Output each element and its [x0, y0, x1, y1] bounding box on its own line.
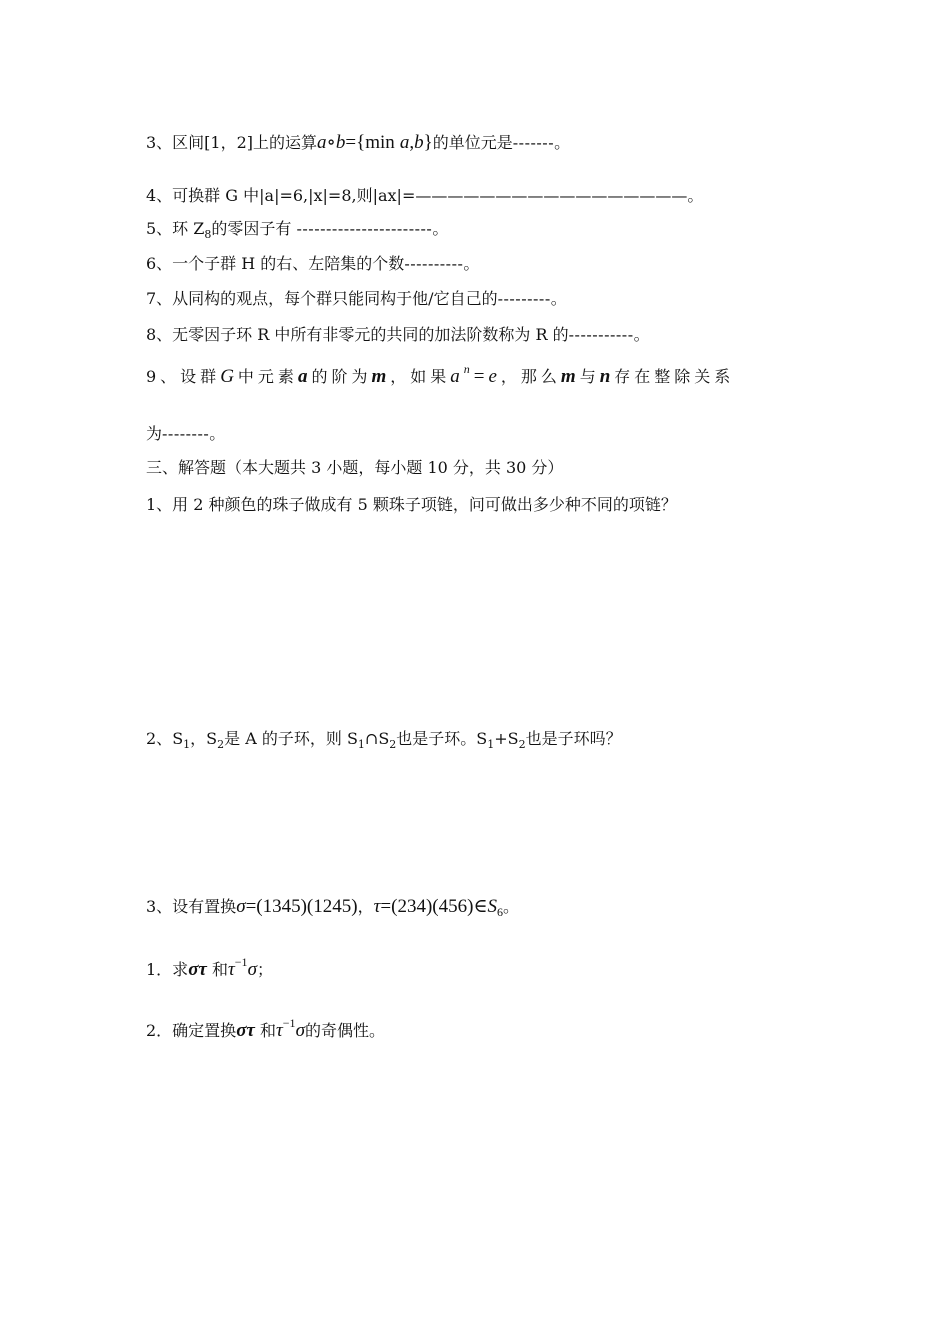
q3-math-rbrace: }	[423, 132, 433, 153]
question-9-continued	[146, 426, 225, 442]
p2-end: 也是子环吗？	[525, 729, 622, 748]
q3-math-lbrace: {	[356, 132, 366, 153]
q3-math-eq: =	[345, 132, 357, 153]
p3-eq2: =(234)(456)∈	[380, 896, 488, 917]
q6-blank: ----------	[404, 254, 464, 273]
q7-blank: ---------	[497, 289, 551, 308]
q9-part2: 中元素	[237, 367, 298, 386]
p3-prefix: 3、设有置换	[146, 897, 237, 916]
q9-part4: ，如果	[390, 367, 451, 386]
q5-sub: 8	[204, 228, 212, 241]
question-7	[146, 291, 567, 307]
sub1-sup: −1	[234, 955, 248, 969]
q3-math-min: min	[365, 132, 395, 153]
q4-blank: —————————————————	[415, 186, 688, 205]
p2-sub6: 2	[518, 738, 526, 751]
q9-blank: --------	[162, 424, 210, 443]
p3-sigma: σ	[236, 896, 246, 917]
q7-text: 7、从同构的观点，每个群只能同构于他/它自己的	[146, 289, 498, 308]
q9-m: m	[371, 366, 391, 387]
sub1-tau: τ	[227, 959, 235, 980]
p2-plus: +S	[494, 729, 519, 748]
q8-text: 8、无零因子环 R 中所有非零元的共同的加法阶数称为 R 的	[146, 325, 569, 344]
p2-cap: ∩S	[364, 729, 390, 748]
p3-S: S	[487, 896, 498, 917]
p3-eq1: =(1345)(1245)	[245, 896, 358, 917]
q4-text: 4、可换群 G 中|a|=6,|x|=8,则|ax|=	[146, 186, 416, 205]
q9-end: 。	[209, 424, 226, 443]
p2-sub5: 1	[487, 738, 495, 751]
sub2-sigma: σ	[295, 1020, 305, 1041]
p2-s: S	[172, 729, 184, 748]
q9-cont: 为	[146, 424, 163, 443]
q6-end: 。	[463, 254, 480, 273]
q8-blank: -----------	[568, 325, 634, 344]
sub2-and: 和	[254, 1021, 276, 1040]
sub1-end: ；	[256, 960, 273, 979]
p2-sub2: 2	[217, 738, 225, 751]
sub1-sigma: σ	[247, 959, 257, 980]
q9-part5: ，那么	[500, 367, 561, 386]
q6-text: 6、一个子群 H 的右、左陪集的个数	[146, 254, 405, 273]
p2-sub3: 1	[357, 738, 365, 751]
sub1-sigma-tau: στ	[188, 959, 207, 980]
q9-part6: 与	[579, 367, 600, 386]
question-9	[146, 362, 735, 387]
q9-an-sup: n	[463, 362, 474, 376]
question-8	[146, 327, 650, 343]
sub1-and: 和	[206, 960, 228, 979]
q3-suffix: 的单位元是	[432, 133, 513, 152]
q5-suffix: 的零因子有	[211, 219, 297, 238]
q9-G: G	[220, 366, 238, 387]
p2-mid3: 也是子环。S	[396, 729, 488, 748]
q8-end: 。	[633, 325, 650, 344]
q3-math-comma: ,	[409, 132, 415, 153]
q3-prefix: 3、区间[1，2]上的运算	[146, 133, 318, 152]
subquestion-2	[146, 1016, 385, 1041]
problem-3	[146, 896, 520, 919]
q3-end: 。	[554, 133, 571, 152]
q5-blank: -----------------------	[296, 219, 433, 238]
sub1-prefix: 1．求	[146, 960, 189, 979]
q9-m2: m	[560, 366, 580, 387]
question-6	[146, 256, 479, 272]
q9-an-eq: =	[473, 366, 489, 387]
q3-math-a: a	[317, 132, 327, 153]
q3-math-b2: b	[414, 132, 424, 153]
sub2-prefix: 2．确定置换	[146, 1021, 237, 1040]
p3-S-sub: 6	[497, 905, 504, 919]
q9-a: a	[297, 366, 312, 387]
section-3-title: 三、解答题（本大题共 3 小题，每小题 10 分，共 30 分）	[146, 458, 564, 477]
subquestion-1	[146, 955, 273, 980]
p2-sub4: 2	[389, 738, 397, 751]
q9-e: e	[488, 366, 501, 387]
q3-blank: -------	[512, 133, 555, 152]
p3-end: 。	[503, 897, 520, 916]
p3-sep: ，	[357, 897, 374, 916]
problem-2	[146, 729, 622, 751]
sub2-tau: τ	[275, 1020, 283, 1041]
section-3-heading	[146, 460, 563, 476]
q9-an-base: a	[450, 366, 464, 387]
sub2-sigma-tau: στ	[236, 1020, 255, 1041]
question-5	[146, 219, 449, 241]
p2-sub1: 1	[183, 738, 191, 751]
q9-part3: 的阶为	[311, 367, 372, 386]
question-3	[146, 133, 570, 152]
q9-part1: 9、设群	[146, 367, 221, 386]
question-4	[146, 188, 703, 204]
problem-1	[146, 497, 677, 513]
problem-1-text: 1、用 2 种颜色的珠子做成有 5 颗珠子项链，问可做出多少种不同的项链？	[146, 495, 677, 514]
q4-end: 。	[687, 186, 704, 205]
q3-math-a2: a	[399, 132, 410, 153]
sub2-sup: −1	[282, 1016, 296, 1030]
q9-n: n	[599, 366, 615, 387]
q9-part7: 存在整除关系	[614, 367, 735, 386]
q3-math-b: b	[335, 132, 346, 153]
q3-math-op: ∘	[326, 132, 336, 153]
p2-mid1: ，S	[190, 729, 218, 748]
p2-num: 2、	[146, 729, 173, 748]
p2-mid2: 是 A 的子环，则 S	[224, 729, 358, 748]
sub2-end: 的奇偶性。	[304, 1021, 385, 1040]
q5-end: 。	[432, 219, 449, 238]
q7-end: 。	[550, 289, 567, 308]
p3-tau: τ	[373, 896, 381, 917]
q5-prefix: 5、环 Z	[146, 219, 205, 238]
